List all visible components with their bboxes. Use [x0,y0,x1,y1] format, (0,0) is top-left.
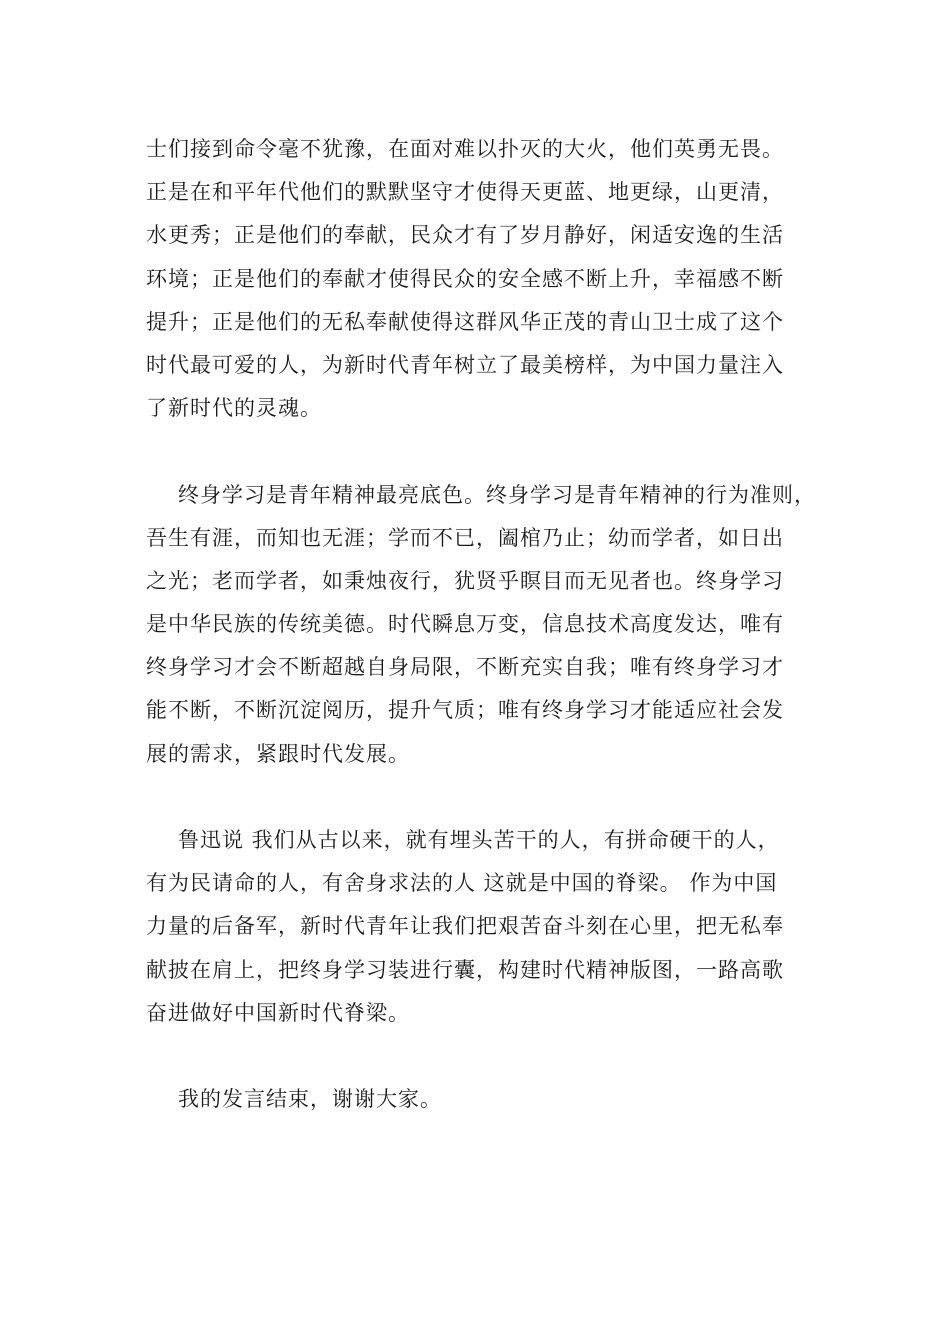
text-line: 正是在和平年代他们的默默坚守才使得天更蓝、地更绿，山更清， [146,180,784,205]
text-line: 终身学习才会不断超越自身局限，不断充实自我；唯有终身学习才 [146,655,784,680]
text-line: 士们接到命令毫不犹豫，在面对难以扑灭的大火，他们英勇无畏。 [146,137,784,161]
paragraph [146,819,826,1035]
paragraph-gap [146,1035,826,1078]
text-line: 了新时代的灵魂。 [146,396,322,421]
text-line: 力量的后备军，新时代青年让我们把艰苦奋斗刻在心里，把无私奉 [146,914,784,939]
text-line: 我的发言结束，谢谢大家。 [178,1087,442,1112]
text-line: 之光；老而学者，如秉烛夜行，犹贤乎瞑目而无见者也。终身学习 [146,568,784,593]
paragraph [146,128,826,430]
text-line: 吾生有涯，而知也无涯；学而不已，阖棺乃止；幼而学者，如日出 [146,525,784,550]
text-line: 献披在肩上，把终身学习装进行囊，构建时代精神版图，一路高歌 [146,957,784,982]
text-line: 环境；正是他们的奉献才使得民众的安全感不断上升，幸福感不断 [146,266,784,291]
paragraph-gap [146,776,826,819]
paragraph-gap [146,430,826,473]
text-line: 水更秀；正是他们的奉献，民众才有了岁月静好，闲适安逸的生活 [146,223,784,248]
text-line: 有为民请命的人，有舍身求法的人 这就是中国的脊梁。 作为中国 [146,871,778,896]
paragraph [146,474,826,776]
paragraph [146,1078,826,1121]
text-line: 鲁迅说 我们从古以来，就有埋头苦干的人，有拼命硬干的人， [178,828,780,852]
text-line: 时代最可爱的人，为新时代青年树立了最美榜样，为中国力量注入 [146,352,784,377]
text-line: 是中华民族的传统美德。时代瞬息万变，信息技术高度发达，唯有 [146,612,784,637]
text-line: 奋进做好中国新时代脊梁。 [146,1000,410,1025]
text-line: 展的需求，紧跟时代发展。 [146,741,410,766]
speech-body [146,128,826,1121]
text-line: 终身学习是青年精神最亮底色。终身学习是青年精神的行为准则， [178,482,816,507]
text-line: 提升；正是他们的无私奉献使得这群风华正茂的青山卫士成了这个 [146,309,784,334]
text-line: 能不断，不断沉淀阅历，提升气质；唯有终身学习才能适应社会发 [146,698,784,723]
